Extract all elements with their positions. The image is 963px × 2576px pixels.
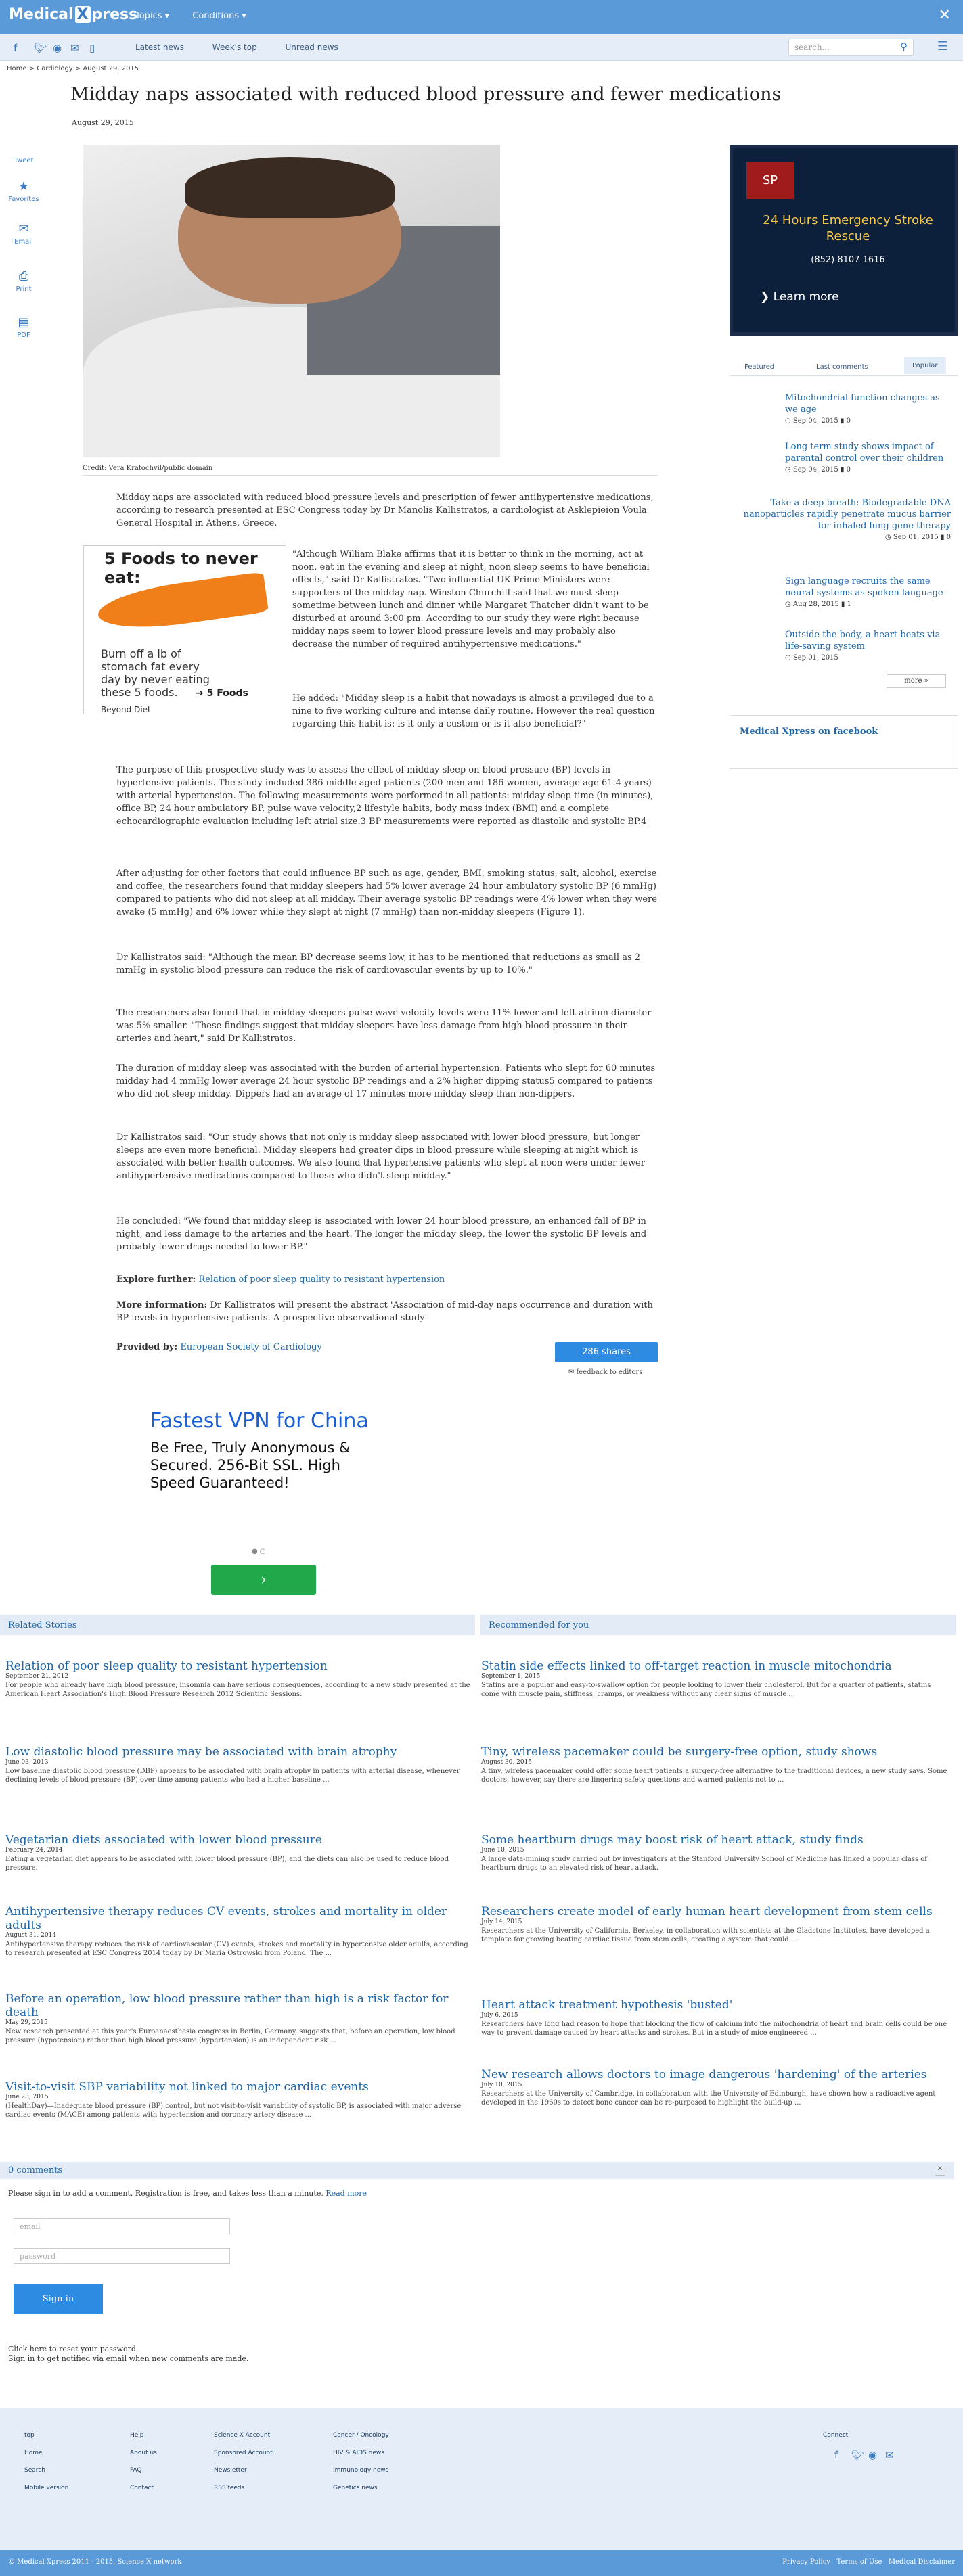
related-story[interactable] — [5, 1833, 472, 1872]
ad-brand: Beyond Diet — [101, 705, 151, 714]
story-date: June 10, 2015 — [481, 1847, 524, 1854]
article-photo[interactable] — [83, 145, 500, 457]
more-info-label: More information: — [116, 1300, 208, 1310]
footer-column — [130, 2426, 157, 2497]
related-story[interactable] — [5, 1992, 472, 2045]
related-story[interactable] — [5, 1905, 472, 1958]
explore-label: Explore further: — [116, 1274, 196, 1285]
story-summary: Antihypertensive therapy reduces the risk of cardiovascular (CV) events, strokes and mortality in hypertensive older adults, according to research presented at ESC Congress 2014 today by Dr Maria Ostrowski from Poland. The ... — [5, 1941, 468, 1957]
story-title[interactable]: Visit-to-visit SBP variability not linked to major cardiac events — [5, 2080, 369, 2094]
popular-title[interactable]: Outside the body, a heart beats via life-saving system — [785, 630, 941, 651]
learn-more-button[interactable]: ❯ Learn more — [760, 290, 839, 304]
stroke-rescue-advert[interactable] — [730, 145, 958, 336]
article-date: August 29, 2015 — [72, 118, 134, 127]
story-title[interactable]: Statin side effects linked to off-target reaction in muscle mitochondria — [481, 1659, 892, 1673]
story-summary: Researchers at the University of California, Berkeley, in collaboration with scientists at the Gladstone Institutes, have developed a template for growing beating cardiac tissue from stem cells, creating a system that could ... — [481, 1927, 930, 1944]
carousel-dots[interactable]: ● ○ — [252, 1548, 266, 1555]
story-date: February 24, 2014 — [5, 1847, 63, 1854]
recommended-story[interactable] — [481, 1659, 948, 1699]
article-paragraph: "Although William Blake affirms that it is better to think in the morning, act at noon, eat in the evening and sleep at night, noon sleep seems to have beneficial effects," said Dr Kallistratos. "Two influential UK Prime Ministers were supporters of the midday nap. Winston Churchill said that we must sleep sometime between lunch and dinner while Margaret Thatcher didn't want to be disturbed at around 3:00 pm. According to our study they were right because midday naps seem to lower blood pressure levels and may probably also decrease the number of required antihypertensive medications." — [292, 549, 650, 649]
popular-date: ◷ Sep 01, 2015 ▮ 0 — [884, 534, 951, 541]
story-summary: Researchers have long had reason to hope that blocking the flow of calcium into the mitochondria of heart and brain cells could be one way to prevent damage caused by heart attacks and strokes. But in a study of mice engineered ... — [481, 2021, 947, 2037]
mobile-icon[interactable]: ▯ — [89, 42, 95, 54]
reset-notice — [8, 2345, 248, 2364]
ad-body: Burn off a lb of stomach fat every day by never eating these 5 foods. — [101, 647, 210, 699]
story-date: July 14, 2015 — [481, 1918, 522, 1925]
privacy-link[interactable]: Privacy Policy — [782, 2558, 830, 2566]
footer-link[interactable]: Help — [130, 2432, 144, 2439]
footer-link[interactable]: Science X Account — [214, 2432, 271, 2439]
story-summary: A tiny, wireless pacemaker could offer some heart patients a surgery-free alternative to the traditional devices, a new study says. Some doctors, however, say there are lingering safety questions and warned patients not to ... — [481, 1768, 947, 1784]
sign-in-button[interactable]: Sign in — [14, 2284, 103, 2314]
topics-menu[interactable]: Topics ▾ — [135, 11, 170, 21]
comments-header: 0 comments — [0, 2162, 954, 2179]
more-button[interactable]: more » — [887, 674, 946, 688]
mail-icon[interactable]: ✉ — [885, 2449, 894, 2461]
facebook-box[interactable]: Medical Xpress on facebook — [730, 715, 958, 769]
pdf-icon: ▤ — [18, 315, 30, 329]
story-title[interactable]: Before an operation, low blood pressure rather than high is a risk factor for death — [5, 1992, 449, 2019]
footer-link[interactable]: Mobile version — [24, 2485, 69, 2491]
feedback-link[interactable]: ✉ feedback to editors — [568, 1368, 643, 1376]
pdf-label: PDF — [17, 331, 30, 339]
footer-column — [333, 2426, 389, 2497]
menu-icon[interactable]: ☰ — [937, 39, 949, 53]
logo-x: X — [75, 6, 91, 23]
email-field[interactable]: email — [14, 2218, 230, 2234]
ad-headline: 24 Hours Emergency Stroke Rescue — [763, 213, 933, 244]
footer-link[interactable]: FAQ — [130, 2467, 142, 2474]
story-title[interactable]: Antihypertensive therapy reduces CV events, strokes and mortality in older adults — [5, 1905, 447, 1932]
footer-link[interactable]: Sponsored Account — [214, 2450, 273, 2456]
read-more-link[interactable]: Read more — [326, 2189, 367, 2198]
close-icon[interactable]: ✕ — [938, 7, 951, 24]
article-paragraph: Midday naps are associated with reduced blood pressure levels and prescription of fewer antihypertensive medications, according to research presented at ESC Congress today by Dr Manolis Kallistratos, a cardiologist at Asklepieion Voula General Hospital in Athens, Greece. — [116, 492, 654, 528]
photo-hair — [185, 157, 395, 218]
footer-column — [214, 2426, 273, 2497]
footer-connect — [823, 2426, 848, 2444]
recommended-story[interactable] — [481, 1905, 948, 1944]
copyright: © Medical Xpress 2011 - 2015, Science X network — [8, 2558, 182, 2566]
story-summary: Eating a vegetarian diet appears to be associated with lower blood pressure (BP), and the diets can also be used to reduce blood pressure. — [5, 1856, 449, 1872]
ad-title: Fastest VPN for China — [150, 1409, 369, 1433]
conditions-menu[interactable]: Conditions ▾ — [192, 11, 246, 21]
twitter-icon[interactable]: 🐦︎ — [851, 2449, 865, 2461]
story-summary: (HealthDay)—Inadequate blood pressure (BP) control, but not visit-to-visit variability of systolic BP, is associated with major adverse cardiac events (MACE) among patients with hypertension and coronary artery disease ... — [5, 2102, 462, 2119]
story-title[interactable]: Heart attack treatment hypothesis 'busted' — [481, 1998, 733, 2012]
terms-link[interactable]: Terms of Use — [836, 2558, 882, 2566]
pdf-button[interactable] — [0, 315, 47, 339]
disclaimer-link[interactable]: Medical Disclaimer — [888, 2558, 955, 2566]
article-paragraph: The duration of midday sleep was associated with the burden of arterial hypertension. Patients who slept for 60 minutes midday had 4 mmHg lower average 24 hour systolic BP readings and a 2% higher dipping status5 compared to patients who did not sleep midday. Dippers had an average of 17 minutes more midday sleep than non-dippers. — [116, 1063, 656, 1099]
footer-link[interactable]: Search — [24, 2467, 45, 2474]
mail-icon[interactable]: ✉ — [70, 42, 79, 54]
logo-text: Medical — [9, 6, 74, 23]
popular-date: ◷ Sep 04, 2015 ▮ 0 — [785, 466, 851, 474]
popular-title[interactable]: Mitochondrial function changes as we age — [785, 393, 940, 415]
rss-icon[interactable]: ◉ — [868, 2449, 878, 2461]
ad-button[interactable]: ➔ 5 Foods — [196, 688, 248, 699]
story-date: August 31, 2014 — [5, 1932, 57, 1939]
recommended-header: Recommended for you — [480, 1615, 956, 1635]
facebook-icon[interactable]: f — [834, 2449, 838, 2461]
side-tabs — [730, 357, 958, 376]
related-stories-header: Related Stories — [0, 1615, 475, 1635]
story-date: September 1, 2015 — [481, 1673, 541, 1680]
recommended-story[interactable] — [481, 1833, 948, 1872]
ad-next-button[interactable]: › — [211, 1565, 316, 1595]
footer-link[interactable]: About us — [130, 2450, 157, 2456]
prompt-text: Please sign in to add a comment. Registration is free, and takes less than a minute. — [8, 2189, 323, 2198]
story-date: July 10, 2015 — [481, 2082, 522, 2088]
tab-featured[interactable]: Featured — [744, 363, 775, 371]
article-paragraph: Dr Kallistratos said: "Our study shows that not only is midday sleep associated with lower blood pressure, but longer sleeps are even more beneficial. Midday sleepers had greater dips in blood pressure while sleeping at night which is associated with better health outcomes. We also found that hypertensive patients who slept at noon were under fewer antihypertensive medications compared to those who didn't sleep midday." — [116, 1132, 645, 1181]
related-story[interactable] — [5, 1659, 472, 1699]
top-bar — [0, 0, 963, 34]
story-summary: Statins are a popular and easy-to-swallow option for people looking to lower their cholesterol. But for a quarter of patients, statins come with muscle pain, stiffness, cramps, or weakness without any clear signs of muscle ... — [481, 1682, 931, 1698]
provided-by — [116, 1342, 322, 1352]
related-story[interactable] — [5, 1745, 472, 1785]
favorites-label: Favorites — [8, 196, 39, 203]
popular-item[interactable] — [738, 497, 951, 543]
article-paragraph: The purpose of this prospective study was to assess the effect of midday sleep on blood pressure (BP) levels in hypertensive patients. The study included 386 middle aged patients (200 men and 186 women, average age 61.4 years) with arterial hypertension. The following measurements were performed in all patients: midday sleep time (in minutes), office BP, 24 hour ambulatory BP, pulse wave velocity,2 lifestyle habits, body mass index (BMI) and a complete echocardiographic evaluation including left atrial size.3 BP measurements were reported as diastolic and systolic BP.4 — [116, 765, 654, 827]
print-label: Print — [16, 285, 32, 293]
related-story[interactable] — [5, 2080, 472, 2119]
footer-link[interactable]: Genetics news — [333, 2485, 378, 2491]
divider — [83, 475, 658, 476]
recommended-story[interactable] — [481, 1998, 948, 2038]
comment-prompt — [8, 2189, 367, 2198]
popular-title[interactable]: Take a deep breath: Biodegradable DNA nanoparticles rapidly penetrate mucus barrier for inhaled lung gene therapy — [743, 498, 951, 531]
password-field[interactable]: password — [14, 2248, 230, 2264]
shares-button[interactable]: 286 shares — [555, 1342, 658, 1362]
more-info-text: Dr Kallistratos will present the abstract 'Association of mid-day naps occurrence and duration with BP levels in hypertensive patients. A prospective observational study' — [116, 1300, 653, 1323]
story-title[interactable]: Vegetarian diets associated with lower blood pressure — [5, 1833, 322, 1847]
facebook-icon[interactable]: f — [14, 42, 18, 54]
recommended-story[interactable] — [481, 1745, 948, 1785]
story-date: September 21, 2012 — [5, 1673, 69, 1680]
photo-credit: Credit: Vera Kratochvil/public domain — [83, 465, 213, 472]
footer-link[interactable]: Cancer / Oncology — [333, 2432, 389, 2439]
email-label: Email — [14, 238, 33, 246]
explore-link[interactable]: Relation of poor sleep quality to resistant hypertension — [198, 1274, 445, 1285]
footer-link[interactable]: Home — [24, 2450, 43, 2456]
favorites-button[interactable] — [0, 179, 47, 203]
story-title[interactable]: Low diastolic blood pressure may be associated with brain atrophy — [5, 1745, 397, 1759]
twitter-icon[interactable]: 🐦︎ — [34, 42, 47, 54]
footer-link[interactable]: Immunology news — [333, 2467, 389, 2474]
footer-link[interactable]: RSS feeds — [214, 2485, 245, 2491]
story-date: May 29, 2015 — [5, 2019, 48, 2026]
breadcrumb[interactable]: Home > Cardiology > August 29, 2015 — [7, 65, 139, 72]
notify-text: Sign in to get notified via email when new comments are made. — [8, 2354, 249, 2363]
provided-label: Provided by: — [116, 1342, 178, 1352]
print-button[interactable] — [0, 269, 47, 293]
tweet-button[interactable]: Tweet — [14, 157, 34, 164]
search-input[interactable]: search... — [788, 39, 914, 56]
article-paragraph: After adjusting for other factors that could influence BP such as age, gender, BMI, smoking status, salt, alcohol, exercise and coffee, the researchers found that midday sleepers had 5% lower average 24 hour ambulatory systolic BP (6 mmHg) compared to patients who did not sleep at all midday. Their average systolic BP readings were 4% lower when they were awake (5 mmHg) and 6% lower while they slept at night (7 mmHg) than non-midday sleepers (Figure 1). — [116, 869, 657, 917]
ad-logo: SP — [746, 162, 794, 199]
story-title[interactable]: Researchers create model of early human heart development from stem cells — [481, 1905, 933, 1918]
story-title[interactable]: Relation of poor sleep quality to resistant hypertension — [5, 1659, 328, 1673]
popular-item[interactable] — [785, 392, 951, 427]
article-paragraph: The researchers also found that in midday sleepers pulse wave velocity levels were 11% lower and left atrium diameter was 5% smaller. "These findings suggest that midday sleepers have less damage from high blood pressure in their arteries and heart," said Dr Kallistratos. — [116, 1008, 652, 1044]
ad-title: 5 Foods to never eat: — [104, 549, 258, 587]
story-summary: For people who already have high blood pressure, insomnia can have serious consequences, according to a new study presented at the American Heart Association's High Blood Pressure Research 2012 Scientific Sessions. — [5, 1682, 470, 1698]
popular-item[interactable] — [785, 441, 951, 476]
reset-password-link[interactable]: Click here to reset your password. — [8, 2345, 139, 2353]
popular-title[interactable]: Sign language recruits the same neural systems as spoken language — [785, 576, 943, 598]
explore-further — [116, 1274, 445, 1285]
article-paragraph: He added: "Midday sleep is a habit that nowadays is almost a privileged due to a nine to five working culture and intense daily routine. However the real question regarding this habit is: is it only a custom or is it also beneficial?" — [292, 693, 655, 729]
footer-link[interactable]: Newsletter — [214, 2467, 247, 2474]
ad-body: Be Free, Truly Anonymous & Secured. 256-Bit SSL. High Speed Guaranteed! — [150, 1440, 351, 1491]
footer-link[interactable]: Contact — [130, 2485, 154, 2491]
close-icon[interactable]: ✕ — [935, 2165, 945, 2176]
latest-news-link[interactable]: Latest news — [135, 43, 184, 52]
vpn-advert[interactable] — [150, 1409, 374, 1605]
story-title[interactable]: New research allows doctors to image dangerous 'hardening' of the arteries — [481, 2068, 927, 2082]
story-summary: A large data-mining study carried out by investigators at the Stanford University School of Medicine has linked a popular class of heartburn drugs to an elevated risk of heart attack. — [481, 1856, 927, 1872]
story-date: July 6, 2015 — [481, 2012, 518, 2019]
story-date: June 23, 2015 — [5, 2094, 49, 2100]
article-paragraph: He concluded: "We found that midday sleep is associated with lower 24 hour blood pressure, an enhanced fall of BP in night, and less damage to the arteries and the heart. The longer the midday sleep, the lower the systolic BP levels and probably fewer drugs needed to lower BP." — [116, 1216, 647, 1252]
page-title: Midday naps associated with reduced blood pressure and fewer medications — [70, 84, 782, 105]
footer-column — [24, 2426, 68, 2497]
ad-phone: (852) 8107 1616 — [811, 255, 885, 265]
site-logo[interactable] — [8, 6, 138, 23]
story-summary: New research presented at this year's Euroanaesthesia congress in Berlin, Germany, suggests that, before an operation, low blood pressure (hypotension) rather than high blood pressure (hypertension) is an independent risk ... — [5, 2028, 455, 2044]
sub-nav — [135, 43, 364, 52]
food-advert[interactable] — [83, 545, 286, 714]
email-button[interactable] — [0, 222, 47, 246]
popular-item[interactable] — [785, 629, 951, 664]
popular-date: ◷ Sep 04, 2015 ▮ 0 — [785, 417, 851, 425]
weeks-top-link[interactable]: Week's top — [212, 43, 257, 52]
logo-text-press: press — [91, 6, 138, 23]
story-summary: Researchers at the University of Cambridge, in collaboration with the University of Edinburgh, have shown how a radioactive agent developed in the 1960s to detect bone cancer can be re-purposed to highlight the build-up ... — [481, 2090, 936, 2107]
provider-link[interactable]: European Society of Cardiology — [180, 1342, 322, 1352]
unread-news-link[interactable]: Unread news — [285, 43, 338, 52]
bottom-bar — [0, 2550, 963, 2576]
popular-title[interactable]: Long term study shows impact of parental control over their children — [785, 442, 944, 463]
story-date: June 03, 2013 — [5, 1759, 49, 1766]
tab-last-comments[interactable]: Last comments — [816, 363, 868, 371]
star-icon: ★ — [18, 179, 30, 193]
mail-icon: ✉ — [18, 222, 29, 236]
printer-icon: ⎙ — [18, 269, 29, 283]
story-title[interactable]: Tiny, wireless pacemaker could be surgery-free option, study shows — [481, 1745, 878, 1759]
connect-label: Connect — [823, 2432, 849, 2439]
legal-links — [782, 2558, 955, 2566]
footer-link[interactable]: top — [24, 2432, 35, 2439]
story-title[interactable]: Some heartburn drugs may boost risk of heart attack, study finds — [481, 1833, 864, 1847]
main-nav — [135, 11, 267, 21]
popular-item[interactable] — [785, 576, 951, 610]
tab-popular[interactable]: Popular — [904, 357, 946, 374]
footer-link[interactable]: HIV & AIDS news — [333, 2450, 384, 2456]
story-date: August 30, 2015 — [481, 1759, 533, 1766]
popular-date: ◷ Aug 28, 2015 ▮ 1 — [785, 601, 851, 608]
story-summary: Low baseline diastolic blood pressure (DBP) appears to be associated with brain atrophy in patients with arterial disease, whenever declining levels of blood pressure (BP) over time among patients who had a higher baseline ... — [5, 1768, 460, 1784]
search-icon[interactable]: ⚲ — [900, 41, 908, 53]
recommended-story[interactable] — [481, 2068, 948, 2107]
popular-date: ◷ Sep 01, 2015 — [785, 654, 838, 662]
more-information — [116, 1299, 658, 1325]
rss-icon[interactable]: ◉ — [53, 42, 62, 54]
article-paragraph: Dr Kallistratos said: "Although the mean BP decrease seems low, it has to be mentioned that reductions as small as 2 mmHg in systolic blood pressure can reduce the risk of cardiovascular events by up to 10%." — [116, 952, 641, 975]
